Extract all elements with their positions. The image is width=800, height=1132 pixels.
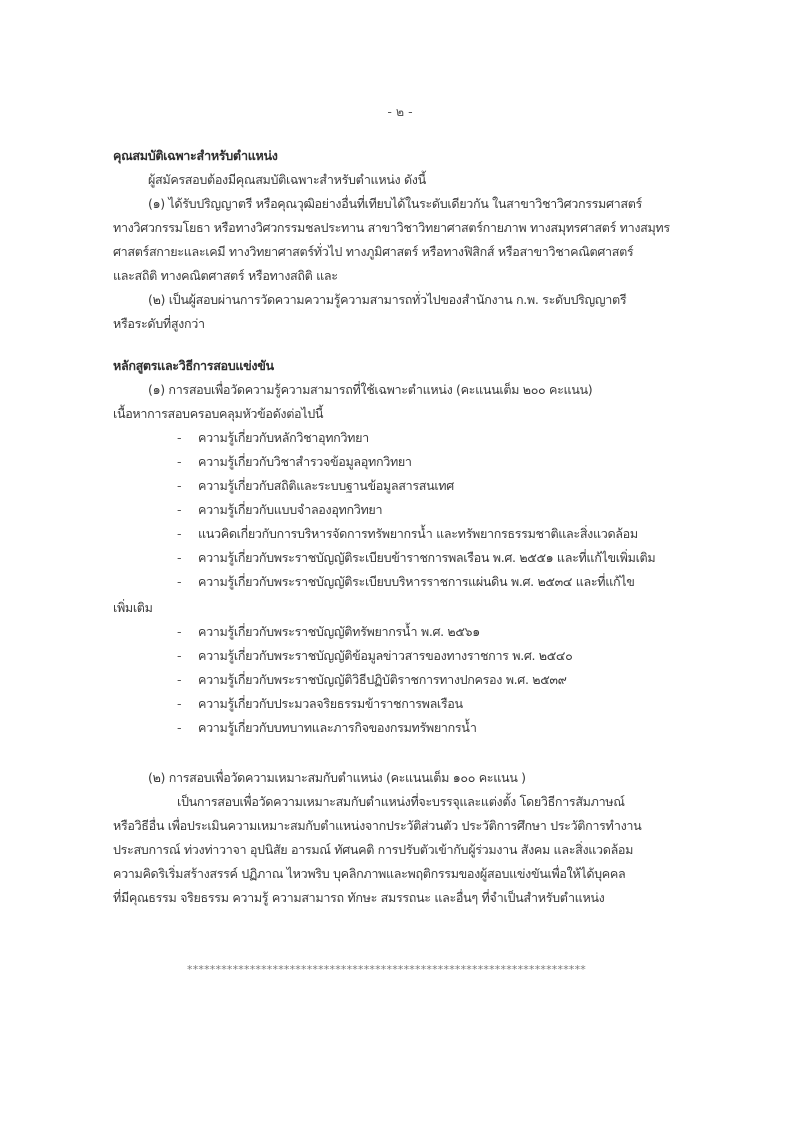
qualification-1-line-2: ทางวิศวกรรมโยธา หรือทางวิศวกรรมชลประทาน สาขาวิชาวิทยาศาสตร์กายภาพ ทางสมุทรศาสตร์ ทางสมุทร	[113, 220, 670, 235]
topic-item: ความรู้เกี่ยวกับบทบาทและภารกิจของกรมทรัพยากรน้ำ	[198, 720, 477, 735]
exam-part-1-intro: เนื้อหาการสอบครอบคลุมหัวข้อดังต่อไปนี้	[113, 406, 324, 421]
bullet-dash: -	[177, 526, 182, 541]
page-number: - ๒ -	[387, 104, 413, 119]
topic-item: ความรู้เกี่ยวกับพระราชบัญญัติวิธีปฏิบัติราชการทางปกครอง พ.ศ. ๒๕๓๙	[198, 672, 567, 687]
exam-part-2-line-3: ประสบการณ์ ท่วงท่าวาจา อุปนิสัย อารมณ์ ทัศนคติ การปรับตัวเข้ากับผู้ร่วมงาน สังคม และสิ่งแวดล้อม	[113, 842, 634, 857]
bullet-dash: -	[177, 478, 182, 493]
topic-item: แนวคิดเกี่ยวกับการบริหารจัดการทรัพยากรน้ำ และทรัพยากรธรรมชาติและสิ่งแวดล้อม	[198, 526, 638, 541]
bullet-dash: -	[177, 672, 182, 687]
topic-item: ความรู้เกี่ยวกับแบบจำลองอุทกวิทยา	[198, 502, 383, 517]
exam-part-2-title: (๒) การสอบเพื่อวัดความเหมาะสมกับตำแหน่ง (คะแนนเต็ม ๑๐๐ คะแนน )	[148, 770, 526, 785]
end-of-document-marker: **********************************************************************	[187, 963, 586, 976]
qualification-1-line-3: ศาสตร์สกายะและเคมี ทางวิทยาศาสตร์ทั่วไป ทางภูมิศาสตร์ หรือทางฟิสิกส์ หรือสาขาวิชาคณิตศาสตร์	[113, 244, 634, 259]
bullet-dash: -	[177, 550, 182, 565]
qualification-1-line-1: (๑) ได้รับปริญญาตรี หรือคุณวุฒิอย่างอื่นที่เทียบได้ในระดับเดียวกัน ในสาขาวิชาวิศวกรรมศาสตร์	[148, 196, 642, 211]
topic-item: ความรู้เกี่ยวกับพระราชบัญญัติระเบียบข้าราชการพลเรือน พ.ศ. ๒๕๕๑ และที่แก้ไขเพิ่มเติม	[198, 550, 656, 565]
exam-part-1-title: (๑) การสอบเพื่อวัดความรู้ความสามารถที่ใช้เฉพาะตำแหน่ง (คะแนนเต็ม ๒๐๐ คะแนน)	[148, 382, 593, 397]
qualification-2-line-2: หรือระดับที่สูงกว่า	[113, 316, 205, 331]
section-heading-qualifications: คุณสมบัติเฉพาะสำหรับตำแหน่ง	[113, 148, 278, 163]
topic-item: ความรู้เกี่ยวกับพระราชบัญญัติข้อมูลข่าวสารของทางราชการ พ.ศ. ๒๕๔๐	[198, 648, 573, 663]
qualification-1-line-4: และสถิติ ทางคณิตศาสตร์ หรือทางสถิติ และ	[113, 268, 338, 283]
topic-item: ความรู้เกี่ยวกับพระราชบัญญัติระเบียบบริหารราชการแผ่นดิน พ.ศ. ๒๕๓๔ และที่แก้ไข	[198, 574, 635, 589]
topic-item: ความรู้เกี่ยวกับพระราชบัญญัติทรัพยากรน้ำ พ.ศ. ๒๕๖๑	[198, 624, 480, 639]
topic-item: ความรู้เกี่ยวกับสถิติและระบบฐานข้อมูลสารสนเทศ	[198, 478, 454, 493]
exam-part-2-line-1: เป็นการสอบเพื่อวัดความเหมาะสมกับตำแหน่งที่จะบรรจุและแต่งตั้ง โดยวิธีการสัมภาษณ์	[177, 794, 625, 809]
bullet-dash: -	[177, 720, 182, 735]
section-heading-exam-curriculum: หลักสูตรและวิธีการสอบแข่งขัน	[113, 358, 274, 373]
exam-part-2-line-4: ความคิดริเริ่มสร้างสรรค์ ปฏิภาณ ไหวพริบ บุคลิกภาพและพฤติกรรมของผู้สอบแข่งขันเพื่อให้ได้บุคคล	[113, 866, 626, 881]
bullet-dash: -	[177, 454, 182, 469]
qualification-2-line-1: (๒) เป็นผู้สอบผ่านการวัดความความรู้ความสามารถทั่วไปของสำนักงาน ก.พ. ระดับปริญญาตรี	[148, 292, 627, 307]
exam-part-2-line-5: ที่มีคุณธรรม จริยธรรม ความรู้ ความสามารถ ทักษะ สมรรถนะ และอื่นๆ ที่จำเป็นสำหรับตำแหน่ง	[113, 890, 605, 905]
bullet-dash: -	[177, 624, 182, 639]
qualifications-intro: ผู้สมัครสอบต้องมีคุณสมบัติเฉพาะสำหรับตำแหน่ง ดังนี้	[148, 172, 426, 187]
topic-item: ความรู้เกี่ยวกับประมวลจริยธรรมข้าราชการพลเรือน	[198, 696, 463, 711]
exam-part-2-line-2: หรือวิธีอื่น เพื่อประเมินความเหมาะสมกับตำแหน่งจากประวัติส่วนตัว ประวัติการศึกษา ประวัติการทำงาน	[113, 818, 642, 833]
bullet-dash: -	[177, 696, 182, 711]
bullet-dash: -	[177, 574, 182, 589]
topic-item: ความรู้เกี่ยวกับหลักวิชาอุทกวิทยา	[198, 430, 369, 445]
bullet-dash: -	[177, 502, 182, 517]
topic-item-continuation: เพิ่มเติม	[113, 600, 153, 615]
bullet-dash: -	[177, 648, 182, 663]
topic-item: ความรู้เกี่ยวกับวิชาสำรวจข้อมูลอุทกวิทยา	[198, 454, 412, 469]
bullet-dash: -	[177, 430, 182, 445]
